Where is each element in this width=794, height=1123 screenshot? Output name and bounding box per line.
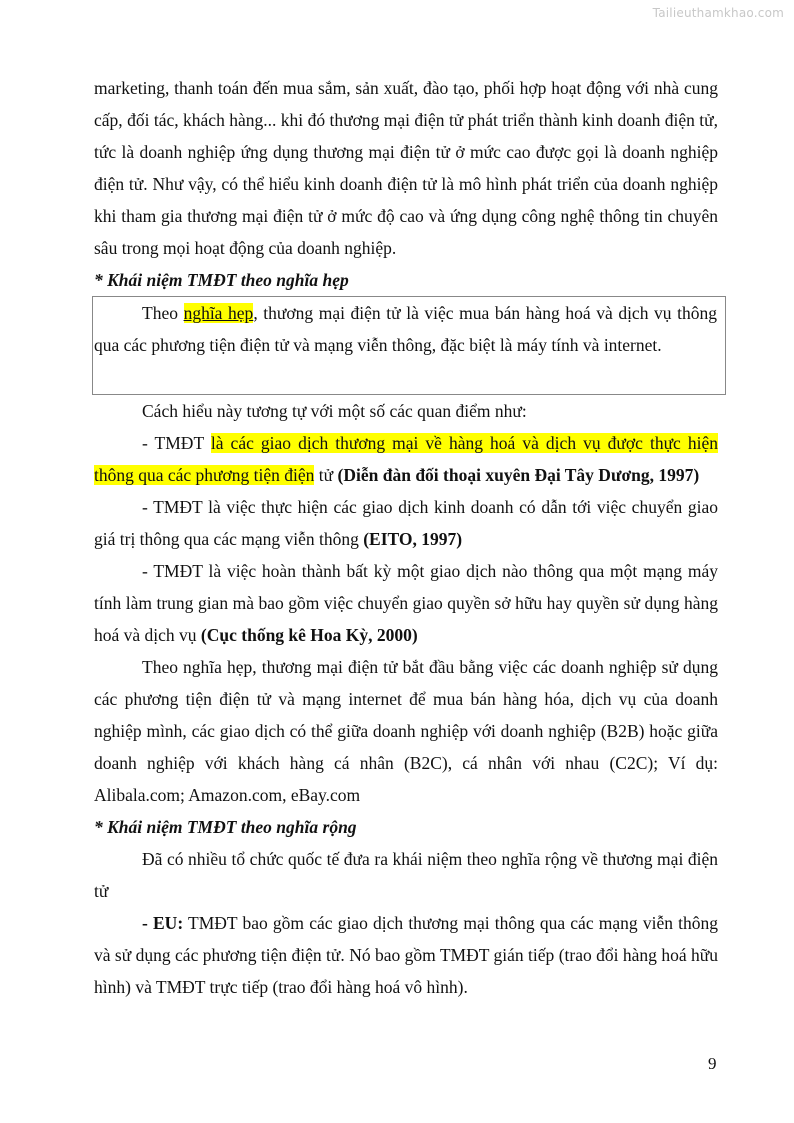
def3-source: (Cục thống kê Hoa Kỳ, 2000) (200, 625, 418, 645)
boxed-prefix: Theo (142, 303, 184, 323)
boxed-suffix: , thương mại điện tử là việc mua bán hàng hoá và dịch vụ thông qua các phương tiện điện tử và mạng viễn thông, đặc biệt là máy tính và internet. (94, 303, 717, 355)
body-text (94, 72, 718, 1003)
def2-text: - TMĐT là việc thực hiện các giao dịch kinh doanh có dẫn tới việc chuyển giao giá trị thông qua các mạng viễn thông (94, 497, 718, 549)
broad-intro-paragraph: Đã có nhiều tổ chức quốc tế đưa ra khái niệm theo nghĩa rộng về thương mại điện tử (94, 849, 718, 901)
similar-views-paragraph: Cách hiểu này tương tự với một số các quan điểm như: (142, 401, 527, 421)
narrow-definition-box (92, 296, 726, 395)
definition-1 (94, 427, 718, 491)
def1-prefix: - TMĐT (142, 433, 211, 453)
page-number: 9 (708, 1054, 717, 1073)
narrow-detail-paragraph: Theo nghĩa hẹp, thương mại điện tử bắt đầu bằng việc các doanh nghiệp sử dụng các phương tiện điện tử và mạng internet để mua bán hàng hóa, dịch vụ của doanh nghiệp mình, các giao dịch có thể giữa doanh nghiệp với doanh nghiệp (B2B) hoặc giữa doanh nghiệp với khách hàng cá nhân (B2C), cá nhân với nhau (C2C); Ví dụ: Alibala.com; Amazon.com, eBay.com (94, 657, 718, 805)
eu-definition (94, 907, 718, 1003)
intro-paragraph: marketing, thanh toán đến mua sắm, sản xuất, đào tạo, phối hợp hoạt động với nhà cung cấp, đối tác, khách hàng... khi đó thương mại điện tử phát triển thành kinh doanh điện tử, tức là doanh nghiệp ứng dụng thương mại điện tử ở mức cao được gọi là doanh nghiệp điện tử. Như vậy, có thể hiểu kinh doanh điện tử là mô hình phát triển của doanh nghiệp khi tham gia thương mại điện tử ở mức độ cao và ứng dụng công nghệ thông tin chuyên sâu trong mọi hoạt động của doanh nghiệp. (94, 78, 718, 258)
eu-label: - EU: (142, 913, 184, 933)
def1-highlight: là các giao dịch thương mại về hàng hoá và dịch vụ được thực hiện thông qua các phương tiện điện (94, 433, 718, 485)
def1-middle: tử (314, 465, 338, 485)
eu-text: TMĐT bao gồm các giao dịch thương mại thông qua các mạng viễn thông và sử dụng các phương tiện điện tử. Nó bao gồm TMĐT gián tiếp (trao đổi hàng hoá hữu hình) và TMĐT trực tiếp (trao đổi hàng hoá vô hình). (94, 913, 719, 997)
highlighted-term: nghĩa hẹp (183, 303, 254, 323)
def3-text: - TMĐT là việc hoàn thành bất kỳ một giao dịch nào thông qua một mạng máy tính làm trung gian mà bao gồm việc chuyển giao quyền sở hữu hay quyền sử dụng hàng hoá và dịch vụ (94, 561, 718, 645)
def2-source: (EITO, 1997) (363, 529, 463, 549)
def1-source: (Diễn đàn đối thoại xuyên Đại Tây Dương, 1997) (337, 465, 700, 485)
definition-3 (94, 555, 718, 651)
heading-broad-definition: * Khái niệm TMĐT theo nghĩa rộng (94, 817, 357, 837)
boxed-paragraph (94, 297, 717, 361)
definition-2 (94, 491, 718, 555)
watermark: Tailieuthamkhao.com (652, 6, 784, 20)
heading-narrow-definition: * Khái niệm TMĐT theo nghĩa hẹp (94, 270, 349, 290)
